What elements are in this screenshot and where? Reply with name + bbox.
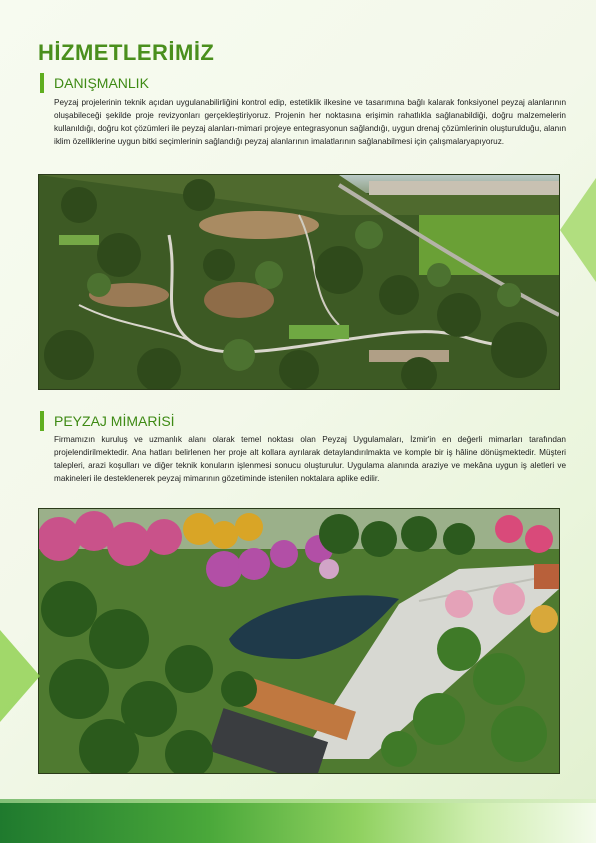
landscape-render-photo — [38, 508, 560, 774]
section-body-peyzaj-mimarisi: Firmamızın kuruluş ve uzmanlık alanı olarak temel noktası olan Peyzaj Uygulamaları, İzmir'in en değerli mimarları tarafından projelendirilmektedir. Ana hatları belirlenen her proje alt kollara ayrılarak detaylandırılmakta ve komple bir iş hâline dönüşmektedir. Müşteri talepleri, arazi koşulları ve diğer teknik konuların işlenmesi sonucu oluşturulur. Uygulama alanında araziye ve mekâna uygun iş aletleri ve makineleri ile desteklenerek peyzaj mimarının gözetiminde istenilen noktalara aplike edilir. — [54, 435, 566, 483]
aerial-park-photo — [38, 174, 560, 390]
section-heading-danismanlik: DANIŞMANLIK — [40, 73, 149, 93]
page-title: HİZMETLERİMİZ — [38, 40, 215, 65]
section-heading-peyzaj-mimarisi: PEYZAJ MİMARİSİ — [40, 411, 175, 431]
section-body-danismanlik: Peyzaj projelerinin teknik açıdan uygulanabilirliğini kontrol edip, estetiklik ilkesine ve tasarımına bağlı kalarak fonksiyonel peyzaj alanlarının oluşabileceği şekilde proje revizyonları gerçekleştiriyoruz. Projenin her noktasına erişimin rahatlıkla sağlanabildiği, doğru malzemelerin kullanıldığı, doğru kot çözümleri ile peyzaj alanları-mimari projeye entegrasyonun sağlandığı, uygun drenaj çözümlerinin oluşturulduğu, alanın iklim özelliklerine uygun bitki seçimlerinin sağlandığı peyzaj alanlarının imalatlarının sağlanabilmesi için çalışmalaryapıyoruz. — [54, 98, 567, 146]
decorative-triangle-right — [560, 178, 596, 282]
decorative-triangle-left — [0, 630, 40, 722]
footer-gradient-band — [0, 803, 596, 843]
